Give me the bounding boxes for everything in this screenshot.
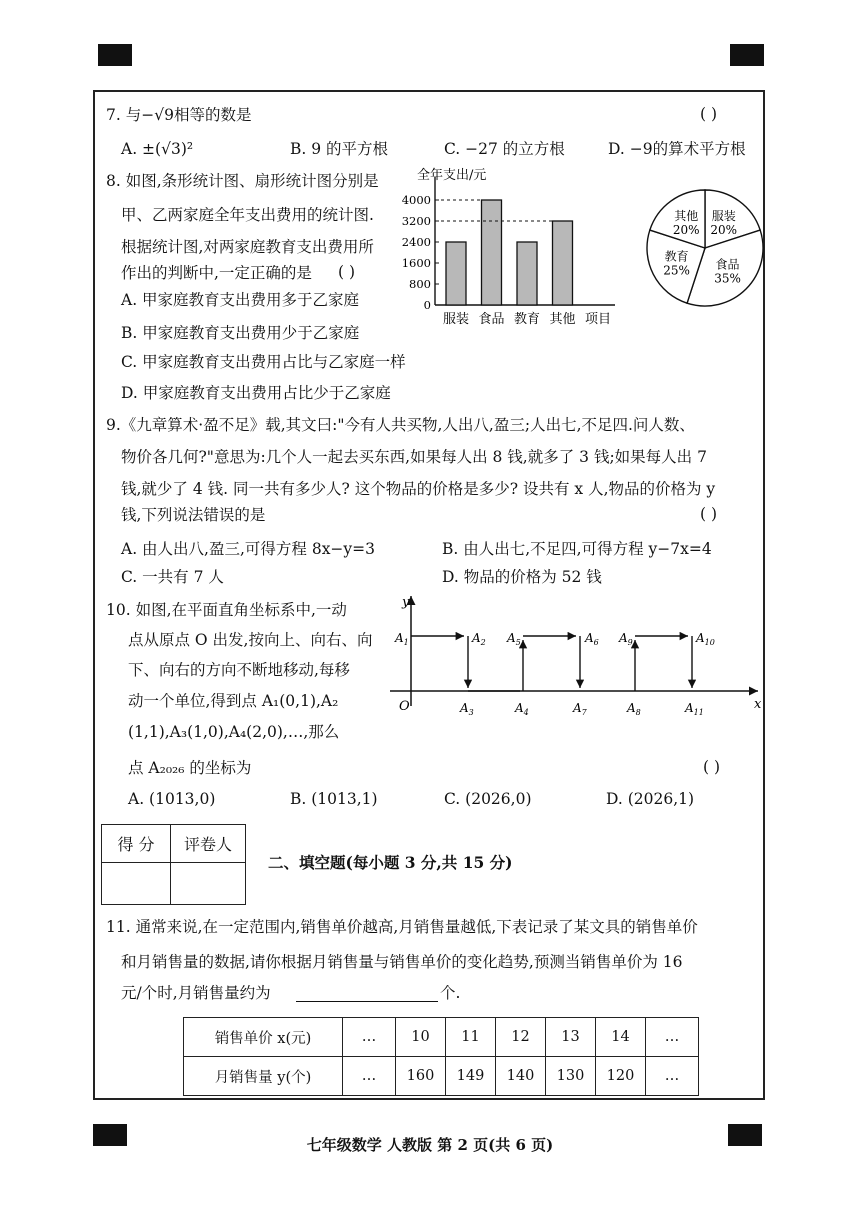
pie-chart [640, 183, 770, 313]
corner-mark-top-left [98, 44, 132, 66]
table-cell: 11 [446, 1018, 496, 1057]
q11-line-1: 11. 通常来说,在一定范围内,销售单价越高,月销售量越低,下表记录了某文具的销售单价 [106, 918, 698, 936]
grader-header: 评卷人 [171, 825, 246, 863]
table-cell: 160 [396, 1057, 446, 1096]
q11-data-table [183, 1017, 699, 1096]
bar-category-label: 服装 [442, 312, 470, 327]
bar-3 [517, 242, 537, 305]
table-cell: 10 [396, 1018, 446, 1057]
q7-answer-paren: ( ) [700, 105, 718, 123]
bar-tick-label: 1600 [401, 256, 431, 270]
bar-2 [482, 200, 502, 305]
bar-y-axis-label: 全年支出/元 [417, 168, 487, 183]
q10-line-2: 点从原点 O 出发,按向上、向右、向 [128, 631, 373, 649]
point-label-a6: $A_6$ [585, 631, 599, 647]
point-label-a4: $A_4$ [515, 701, 529, 717]
q10-option-c: C. (2026,0) [444, 790, 532, 808]
point-label-a5: $A_5$ [507, 631, 521, 647]
bar-chart [395, 165, 620, 330]
table-cell: … [343, 1057, 396, 1096]
table-row-sales [184, 1057, 699, 1096]
corner-mark-top-right [730, 44, 764, 66]
bar-x-axis-label: 项目 [584, 312, 612, 327]
y-axis-label: y [402, 595, 410, 610]
point-label-a7: $A_7$ [573, 701, 587, 717]
q10-line-5: (1,1),A₃(1,0),A₄(2,0),…,那么 [128, 723, 340, 741]
q7-stem: 7. 与−√9相等的数是 [106, 106, 252, 124]
score-box [101, 824, 246, 905]
q11-answer-blank[interactable] [296, 1001, 438, 1002]
origin-label: O [399, 699, 410, 714]
bar-category-label: 其他 [549, 312, 576, 327]
q8-option-b: B. 甲家庭教育支出费用少于乙家庭 [121, 324, 360, 342]
q10-line-1: 10. 如图,在平面直角坐标系中,一动 [106, 601, 347, 619]
table-cell: 130 [546, 1057, 596, 1096]
point-label-a3: $A_3$ [460, 701, 474, 717]
q7-option-c: C. −27 的立方根 [444, 140, 565, 158]
section-2-heading: 二、填空题(每小题 3 分,共 15 分) [268, 853, 513, 872]
q9-line-4: 钱,下列说法错误的是 [121, 506, 266, 524]
q8-stem-line-2: 甲、乙两家庭全年支出费用的统计图. [121, 206, 374, 224]
q10-line-3: 下、向右的方向不断地移动,每移 [128, 661, 350, 679]
q8-option-c: C. 甲家庭教育支出费用占比与乙家庭一样 [121, 353, 406, 371]
table-cell: … [646, 1057, 699, 1096]
score-cell[interactable] [102, 863, 171, 905]
q7-option-a: A. ±(√3)² [121, 140, 194, 158]
bar-tick-label: 3200 [401, 214, 431, 228]
table-row-price [184, 1018, 699, 1057]
coordinate-path-figure [390, 590, 770, 720]
table-cell: 月销售量 y(个) [184, 1057, 343, 1096]
q9-line-2: 物价各几何?"意思为:几个人一起去买东西,如果每人出 8 钱,就多了 3 钱;如果每人出 7 [121, 448, 707, 466]
q7-option-d: D. −9的算术平方根 [608, 140, 746, 158]
page-footer: 七年级数学 人教版 第 2 页(共 6 页) [306, 1136, 554, 1154]
bar-tick-label: 800 [409, 277, 431, 291]
q7-option-b: B. 9 的平方根 [290, 140, 389, 158]
q9-answer-paren: ( ) [700, 505, 718, 523]
q8-stem-line-4: 作出的判断中,一定正确的是 [121, 264, 312, 282]
table-cell: 120 [596, 1057, 646, 1096]
q8-option-a: A. 甲家庭教育支出费用多于乙家庭 [121, 291, 360, 309]
q11-suffix: 个. [440, 984, 461, 1002]
pie-slice-label: 食品 [715, 257, 740, 272]
table-cell: 140 [496, 1057, 546, 1096]
q8-stem-line-3: 根据统计图,对两家庭教育支出费用所 [121, 238, 374, 256]
q10-line-4: 动一个单位,得到点 A₁(0,1),A₂ [128, 692, 339, 710]
table-cell: 149 [446, 1057, 496, 1096]
table-cell: 14 [596, 1018, 646, 1057]
score-header: 得 分 [102, 825, 171, 863]
q8-stem-line-1: 8. 如图,条形统计图、扇形统计图分别是 [106, 172, 379, 190]
q8-answer-paren: ( ) [338, 263, 356, 281]
q9-line-1: 9.《九章算术·盈不足》载,其文曰:"今有人共买物,人出八,盈三;人出七,不足四.问人数、 [106, 416, 695, 434]
point-label-a1: $A_1$ [395, 631, 409, 647]
point-label-a2: $A_2$ [472, 631, 486, 647]
bar-tick-label: 0 [423, 298, 431, 312]
pie-slice-value: 25% [663, 263, 690, 278]
bar-category-label: 食品 [478, 312, 505, 327]
pie-slice-value: 20% [710, 223, 738, 238]
grader-cell[interactable] [171, 863, 246, 905]
point-label-a10: $A_{10}$ [696, 631, 715, 647]
table-cell: 12 [496, 1018, 546, 1057]
pie-slice-label: 服装 [711, 209, 736, 224]
table-cell: … [343, 1018, 396, 1057]
q9-option-d: D. 物品的价格为 52 钱 [442, 568, 602, 586]
bar-tick-label: 4000 [401, 193, 431, 207]
q10-option-a: A. (1013,0) [128, 790, 216, 808]
point-label-a11: $A_{11}$ [685, 701, 704, 717]
point-label-a9: $A_9$ [619, 631, 633, 647]
q10-option-d: D. (2026,1) [606, 790, 695, 808]
table-cell: 13 [546, 1018, 596, 1057]
q10-option-b: B. (1013,1) [290, 790, 378, 808]
bar-category-label: 教育 [513, 312, 541, 327]
q10-answer-paren: ( ) [703, 758, 721, 776]
table-cell: 销售单价 x(元) [184, 1018, 343, 1057]
x-axis-label: x [754, 697, 762, 712]
pie-slice-label: 教育 [664, 249, 689, 264]
q9-option-c: C. 一共有 7 人 [121, 568, 224, 586]
table-cell: … [646, 1018, 699, 1057]
pie-slice-label: 其他 [674, 209, 699, 224]
pie-slice-value: 35% [714, 271, 741, 286]
q11-line-3: 元/个时,月销售量约为 [121, 984, 271, 1002]
point-label-a8: $A_8$ [627, 701, 641, 717]
q9-option-a: A. 由人出八,盈三,可得方程 8x−y=3 [121, 540, 376, 558]
bar-4 [553, 221, 573, 305]
q8-option-d: D. 甲家庭教育支出费用占比少于乙家庭 [121, 384, 391, 402]
q10-line-6: 点 A₂₀₂₆ 的坐标为 [128, 759, 252, 777]
bar-1 [446, 242, 466, 305]
bar-tick-label: 2400 [401, 235, 431, 249]
q11-line-2: 和月销售量的数据,请你根据月销售量与销售单价的变化趋势,预测当销售单价为 16 [121, 953, 683, 971]
q9-option-b: B. 由人出七,不足四,可得方程 y−7x=4 [442, 540, 712, 558]
q9-line-3: 钱,就少了 4 钱. 同一共有多少人? 这个物品的价格是多少? 设共有 x 人,物品的价格为 y [121, 480, 716, 498]
pie-slice-value: 20% [672, 223, 700, 238]
